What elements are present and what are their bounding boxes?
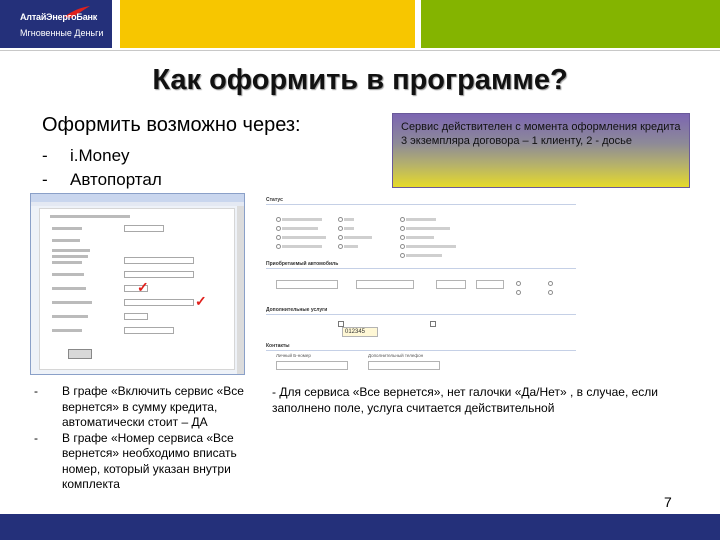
- radio-option[interactable]: [548, 281, 553, 286]
- form-label: [52, 273, 84, 276]
- radio-label: [282, 218, 322, 221]
- radio-label: [406, 236, 434, 239]
- form-label: [52, 261, 82, 264]
- radio-label: [406, 218, 436, 221]
- radio-option[interactable]: [400, 235, 405, 240]
- form-label: [52, 301, 92, 304]
- section-line: [266, 314, 576, 315]
- form-field: [124, 271, 194, 278]
- intro-text: Оформить возможно через:: [42, 114, 301, 136]
- form-label: [52, 239, 80, 242]
- radio-label: [344, 236, 372, 239]
- note-box: [392, 113, 690, 188]
- radio-label: [344, 245, 358, 248]
- autoportal-form-screenshot: [258, 193, 588, 375]
- section-line: [266, 204, 576, 205]
- option-item: - i.Money: [42, 146, 130, 165]
- form-field: [124, 313, 148, 320]
- section-title: Статус: [266, 197, 283, 203]
- section-title: Контакты: [266, 343, 290, 349]
- service-number-field[interactable]: 012345: [342, 327, 378, 337]
- radio-option[interactable]: [400, 244, 405, 249]
- form-field: [124, 299, 194, 306]
- service-note: - Для сервиса «Все вернется», нет галочки «Да/Нет» , в случае, если заполнено поле, услуга считается действительной: [272, 385, 658, 415]
- instruction-text: В графе «Номер сервиса «Все вернется» необходимо вписать номер, который указан внутри комплекта: [62, 430, 237, 491]
- banner-green-block: [421, 0, 720, 48]
- radio-option[interactable]: [516, 281, 521, 286]
- radio-option[interactable]: [338, 226, 343, 231]
- instruction-item: - В графе «Включить сервис «Все вернется» в сумму кредита, автоматически стоит – ДА: [34, 384, 244, 429]
- radio-label: [282, 245, 322, 248]
- slide-title: Как оформить в программе?: [152, 64, 568, 96]
- radio-label: [406, 227, 450, 230]
- form-label: [52, 249, 90, 252]
- car-model-field[interactable]: [356, 280, 414, 289]
- scrollbar[interactable]: [237, 206, 244, 374]
- window-toolbar: [31, 202, 244, 206]
- radio-option[interactable]: [276, 244, 281, 249]
- car-brand-field[interactable]: [276, 280, 338, 289]
- banner-divider: [0, 50, 720, 51]
- section-line: [266, 268, 576, 269]
- option-item: - Автопортал: [42, 170, 162, 189]
- note-line: Сервис действителен с момента оформления кредита: [401, 121, 681, 133]
- form-field: [124, 257, 194, 264]
- section-line: [266, 350, 576, 351]
- form-field: [124, 327, 174, 334]
- instruction-text: В графе «Включить сервис «Все вернется» в сумму кредита, автоматически стоит – ДА: [62, 384, 244, 429]
- banner-spacer: [112, 0, 120, 48]
- car-year-field[interactable]: [436, 280, 466, 289]
- instruction-item: - В графе «Номер сервиса «Все вернется» необходимо вписать номер, который указан внутри комплекта: [34, 430, 237, 491]
- radio-label: [406, 254, 442, 257]
- form-heading: [50, 215, 130, 218]
- window-titlebar: [31, 194, 244, 202]
- form-label: [52, 255, 88, 258]
- bank-logo: [0, 0, 112, 48]
- instructions-list: [34, 384, 254, 493]
- radio-option[interactable]: [516, 290, 521, 295]
- car-price-field[interactable]: [476, 280, 504, 289]
- logo-name: АлтайЭнергоБанк: [20, 12, 98, 22]
- field-label: Личный Б-номер: [276, 353, 311, 358]
- red-check-icon: ✓: [137, 279, 149, 295]
- radio-option[interactable]: [338, 217, 343, 222]
- radio-label: [344, 218, 354, 221]
- service-checkbox[interactable]: [430, 321, 436, 327]
- submit-button[interactable]: [68, 349, 92, 359]
- extra-phone-field[interactable]: [368, 361, 440, 370]
- radio-option[interactable]: [548, 290, 553, 295]
- form-label: [52, 315, 88, 318]
- field-label: Дополнительный телефон: [368, 353, 424, 358]
- radio-option[interactable]: [338, 235, 343, 240]
- radio-option[interactable]: [400, 226, 405, 231]
- form-field: [124, 225, 164, 232]
- page-number: 7: [664, 494, 672, 510]
- radio-label: [344, 227, 354, 230]
- footer-bar: [0, 514, 720, 540]
- radio-option[interactable]: [400, 253, 405, 258]
- red-check-icon: ✓: [195, 293, 207, 309]
- section-title: Дополнительные услуги: [266, 307, 328, 313]
- form-label: [52, 287, 86, 290]
- logo-tagline: Мгновенные Деньги: [20, 28, 104, 38]
- banner-yellow-block: [120, 0, 415, 48]
- radio-option[interactable]: [400, 217, 405, 222]
- radio-label: [406, 245, 456, 248]
- form-label: [52, 329, 82, 332]
- note-line: 3 экземпляра договора – 1 клиенту, 2 - досье: [401, 135, 632, 147]
- radio-option[interactable]: [276, 226, 281, 231]
- mobile-field[interactable]: [276, 361, 348, 370]
- section-title: Приобретаемый автомобиль: [266, 261, 339, 267]
- radio-label: [282, 227, 318, 230]
- radio-option[interactable]: [276, 217, 281, 222]
- radio-option[interactable]: [338, 244, 343, 249]
- radio-label: [282, 236, 326, 239]
- option-label: Автопортал: [70, 170, 162, 189]
- radio-option[interactable]: [276, 235, 281, 240]
- option-label: i.Money: [70, 146, 130, 165]
- imoney-screenshot: [30, 193, 245, 375]
- form-label: [52, 227, 82, 230]
